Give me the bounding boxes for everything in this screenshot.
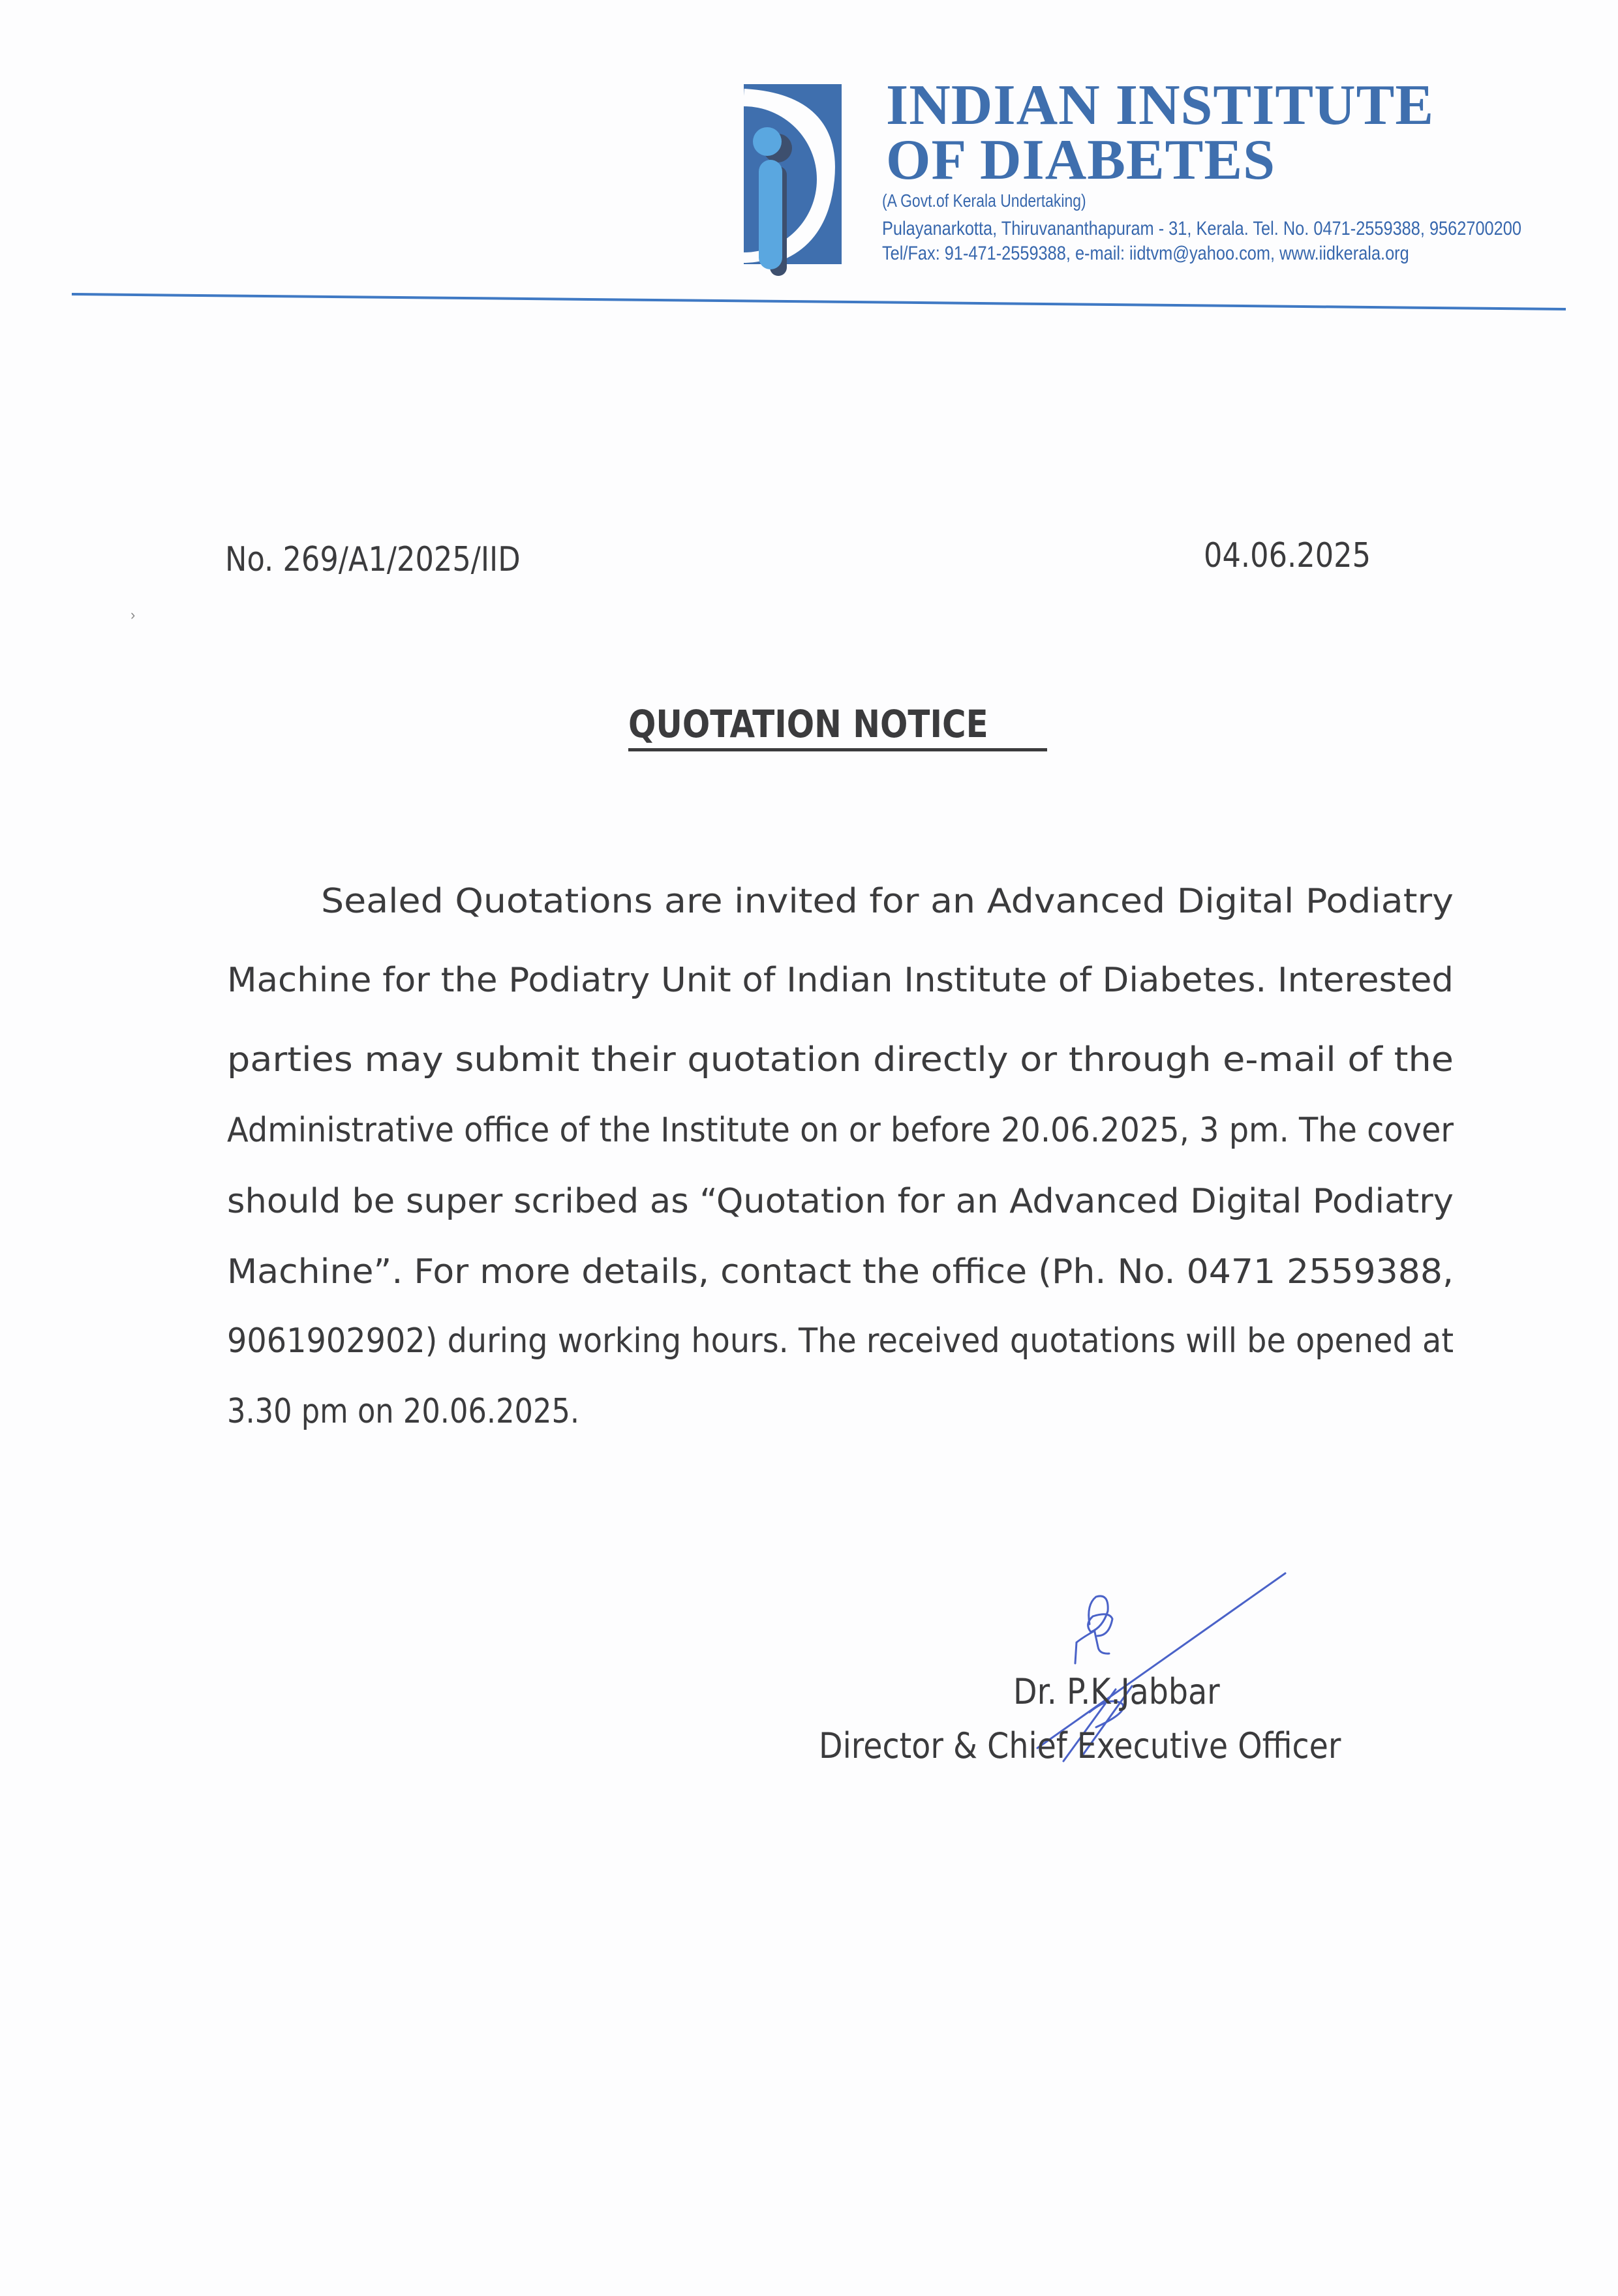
body-line: should be super scribed as “Quotation for an Advanced Digital Podiatry (227, 1182, 1454, 1221)
org-subtitle: (A Govt.of Kerala Undertaking) (882, 190, 1086, 211)
signatory-designation: Director & Chief Executive Officer (819, 1725, 1341, 1766)
org-name-line-1: INDIAN INSTITUTE (886, 74, 1435, 137)
signatory-name: Dr. P.K.Jabbar (1013, 1671, 1220, 1712)
scan-mark: › (130, 607, 136, 623)
document-heading: QUOTATION NOTICE (628, 702, 988, 746)
body-line: 3.30 pm on 20.06.2025. (227, 1392, 580, 1431)
body-line: Sealed Quotations are invited for an Advanced Digital Podiatry (321, 882, 1454, 921)
body-line: Machine”. For more details, contact the office (Ph. No. 0471 2559388, (227, 1252, 1454, 1292)
body-line: parties may submit their quotation directly or through e-mail of the (227, 1040, 1454, 1080)
body-line: Machine for the Podiatry Unit of Indian Institute of Diabetes. Interested (227, 961, 1454, 1000)
body-line: Administrative office of the Institute on or before 20.06.2025, 3 pm. The cover (227, 1111, 1454, 1150)
iid-logo-icon (737, 82, 842, 277)
org-name-line-2: OF DIABETES (886, 128, 1276, 192)
document-date: 04.06.2025 (1204, 536, 1371, 575)
reference-number: No. 269/A1/2025/IID (225, 540, 521, 579)
org-address: Pulayanarkotta, Thiruvananthapuram - 31, Kerala. Tel. No. 0471-2559388, 9562700200 (882, 218, 1521, 239)
heading-underline (628, 748, 1047, 751)
body-line: 9061902902) during working hours. The received quotations will be opened at (227, 1322, 1454, 1361)
org-contact: Tel/Fax: 91-471-2559388, e-mail: iidtvm@yahoo.com, www.iidkerala.org (882, 243, 1409, 264)
